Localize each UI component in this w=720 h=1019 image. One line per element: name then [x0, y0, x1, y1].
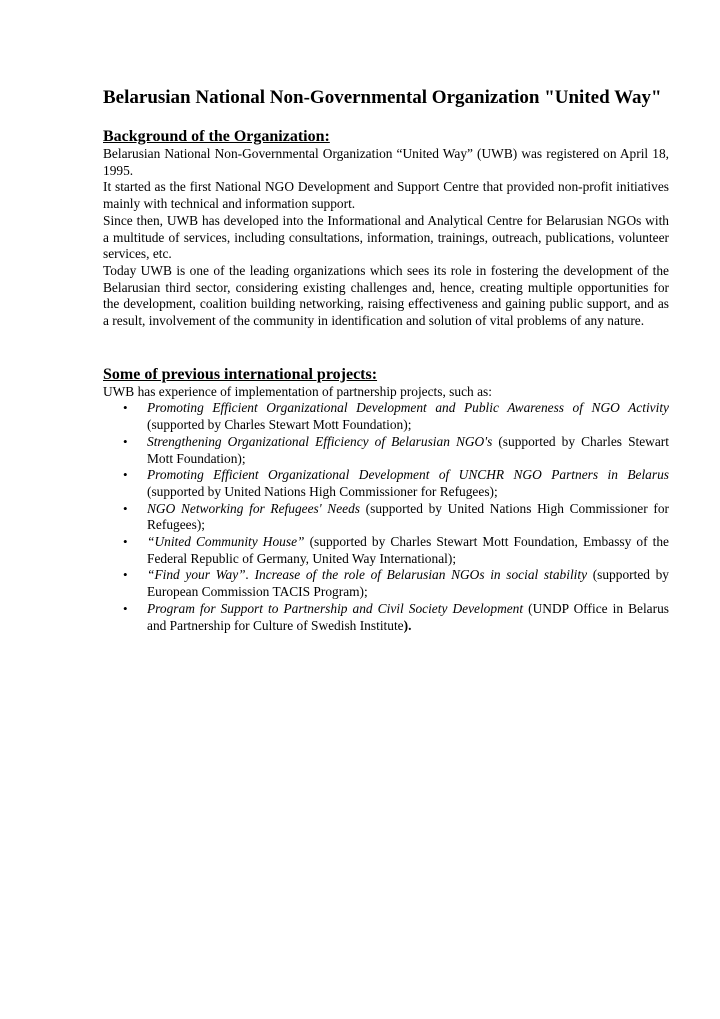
bullet-icon: •: [123, 400, 128, 416]
project-title: Program for Support to Partnership and Civil Society Development: [147, 600, 524, 616]
project-support: (supported by Charles Stewart Mott Foundation);: [147, 417, 412, 433]
list-item: [103, 534, 669, 567]
project-title: Promoting Efficient Organizational Development of UNCHR NGO Partners in Belarus: [147, 467, 669, 483]
background-paragraph: Today UWB is one of the leading organizations which sees its role in fostering the development of the Belarusian third sector, considering existing challenges and, hence, creating multiple opportunities for the development, coalition building networking, raising effectiveness and gaining public support, and as a result, involvement of the community in identification and solution of vital problems of any nature.: [103, 262, 669, 329]
project-title: Strengthening Organizational Efficiency of Belarusian NGO's: [147, 433, 493, 449]
bullet-icon: •: [123, 500, 128, 516]
projects-heading: Some of previous international projects:: [103, 365, 378, 383]
bullet-icon: •: [123, 467, 128, 483]
background-paragraph: Belarusian National Non-Governmental Organization “United Way” (UWB) was registered on April 18, 1995.: [103, 146, 669, 178]
project-support: (supported by European Commission TACIS Program);: [147, 567, 669, 600]
document-page: [103, 86, 669, 634]
project-title: “United Community House”: [147, 534, 305, 550]
project-support: (supported by Charles Stewart Mott Foundation, Embassy of the Federal Republic of Germany, United Way International);: [147, 534, 670, 566]
document-title: Belarusian National Non-Governmental Organization "United Way": [103, 87, 662, 108]
project-support: (supported by United Nations High Commissioner for Refugees);: [147, 483, 498, 499]
background-paragraph: Since then, UWB has developed into the Informational and Analytical Centre for Belarusian NGOs with a multitude of services, including consultations, information, trainings, outreach, publications, volunteer services, etc.: [103, 212, 669, 262]
closing-punctuation: ).: [403, 617, 412, 633]
bullet-icon: •: [123, 534, 128, 550]
project-title: “Find your Way”. Increase of the role of Belarusian NGOs in social stability: [147, 567, 588, 583]
bullet-icon: •: [123, 567, 128, 583]
project-support: (supported by United Nations High Commissioner for Refugees);: [147, 500, 669, 533]
project-title: NGO Networking for Refugees' Needs: [147, 500, 360, 516]
background-heading: Background of the Organization:: [103, 128, 330, 145]
project-support: (supported by Charles Stewart Mott Foundation);: [147, 433, 669, 466]
project-support: (UNDP Office in Belarus and Partnership for Culture of Swedish Institute: [147, 600, 669, 633]
list-item: [103, 467, 669, 500]
list-item: [103, 501, 669, 534]
background-paragraph: It started as the first National NGO Development and Support Centre that provided non-profit initiatives mainly with technical and information support.: [103, 179, 669, 212]
project-title: Promoting Efficient Organizational Development and Public Awareness of NGO Activity: [147, 400, 669, 416]
list-item: [103, 434, 669, 467]
list-item: [103, 567, 669, 600]
list-item: [103, 400, 669, 433]
projects-intro: UWB has experience of implementation of partnership projects, such as:: [103, 383, 492, 399]
bullet-icon: •: [123, 433, 128, 449]
bullet-icon: •: [123, 600, 128, 616]
projects-list: [103, 400, 669, 634]
list-item: [103, 601, 669, 634]
